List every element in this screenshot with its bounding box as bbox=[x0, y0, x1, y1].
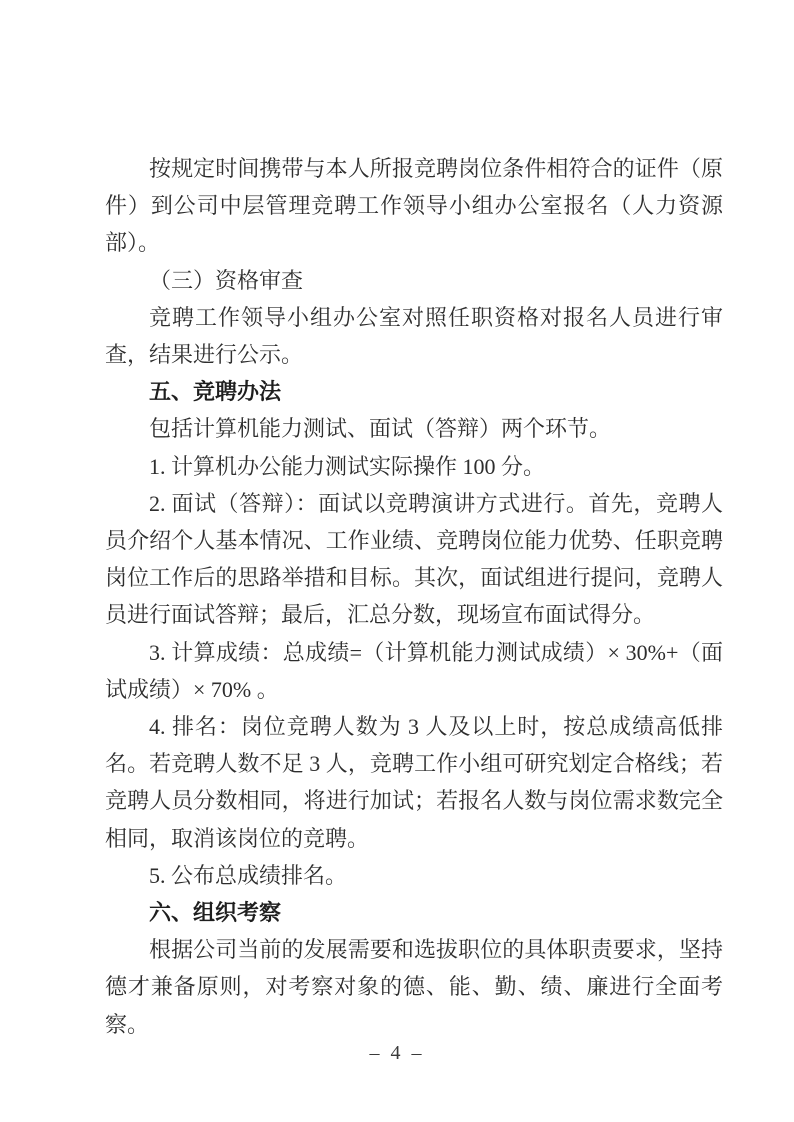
section-heading-competition-method: 五、竞聘办法 bbox=[149, 379, 282, 405]
section-heading-organizational-review: 六、组织考察 bbox=[149, 900, 282, 926]
paragraph-item-4-ranking: 4. 排名：岗位竞聘人数为 3 人及以上时，按总成绩高低排名。若竞聘人数不足 3 人，竞聘工作小组可研究划定合格线；若竞聘人员分数相同，将进行加试；若报名人数与岗位需求数完全相同，取消该岗位的竞聘。 bbox=[105, 714, 723, 851]
document-body bbox=[105, 150, 723, 1043]
paragraph-item-1-computer-test: 1. 计算机办公能力测试实际操作 100 分。 bbox=[149, 453, 546, 479]
paragraph-item-3-score-formula: 3. 计算成绩：总成绩=（计算机能力测试成绩）× 30%+（面试成绩）× 70% 。 bbox=[105, 639, 723, 702]
paragraph-subsection-qualification-review: （三）资格审查 bbox=[149, 267, 304, 293]
paragraph-two-stages: 包括计算机能力测试、面试（答辩）两个环节。 bbox=[149, 416, 612, 442]
paragraph-item-5-publish-ranking: 5. 公布总成绩排名。 bbox=[149, 862, 348, 888]
page-number: – 4 – bbox=[369, 1042, 425, 1064]
paragraph-qualification-review-detail: 竞聘工作领导小组办公室对照任职资格对报名人员进行审查，结果进行公示。 bbox=[105, 304, 723, 368]
paragraph-item-2-interview: 2. 面试（答辩）：面试以竞聘演讲方式进行。首先，竞聘人员介绍个人基本情况、工作业绩、竞聘岗位能力优势、任职竞聘岗位工作后的思路举措和目标。其次，面试组进行提问，竞聘人员进行面试答辩；最后，汇总分数，现场宣布面试得分。 bbox=[105, 490, 723, 628]
paragraph-registration-continuation: 按规定时间携带与本人所报竞聘岗位条件相符合的证件（原件）到公司中层管理竞聘工作领导小组办公室报名（人力资源部）。 bbox=[105, 156, 723, 256]
paragraph-organizational-review-detail: 根据公司当前的发展需要和选拔职位的具体职责要求，坚持德才兼备原则，对考察对象的德、能、勤、绩、廉进行全面考察。 bbox=[105, 937, 723, 1037]
